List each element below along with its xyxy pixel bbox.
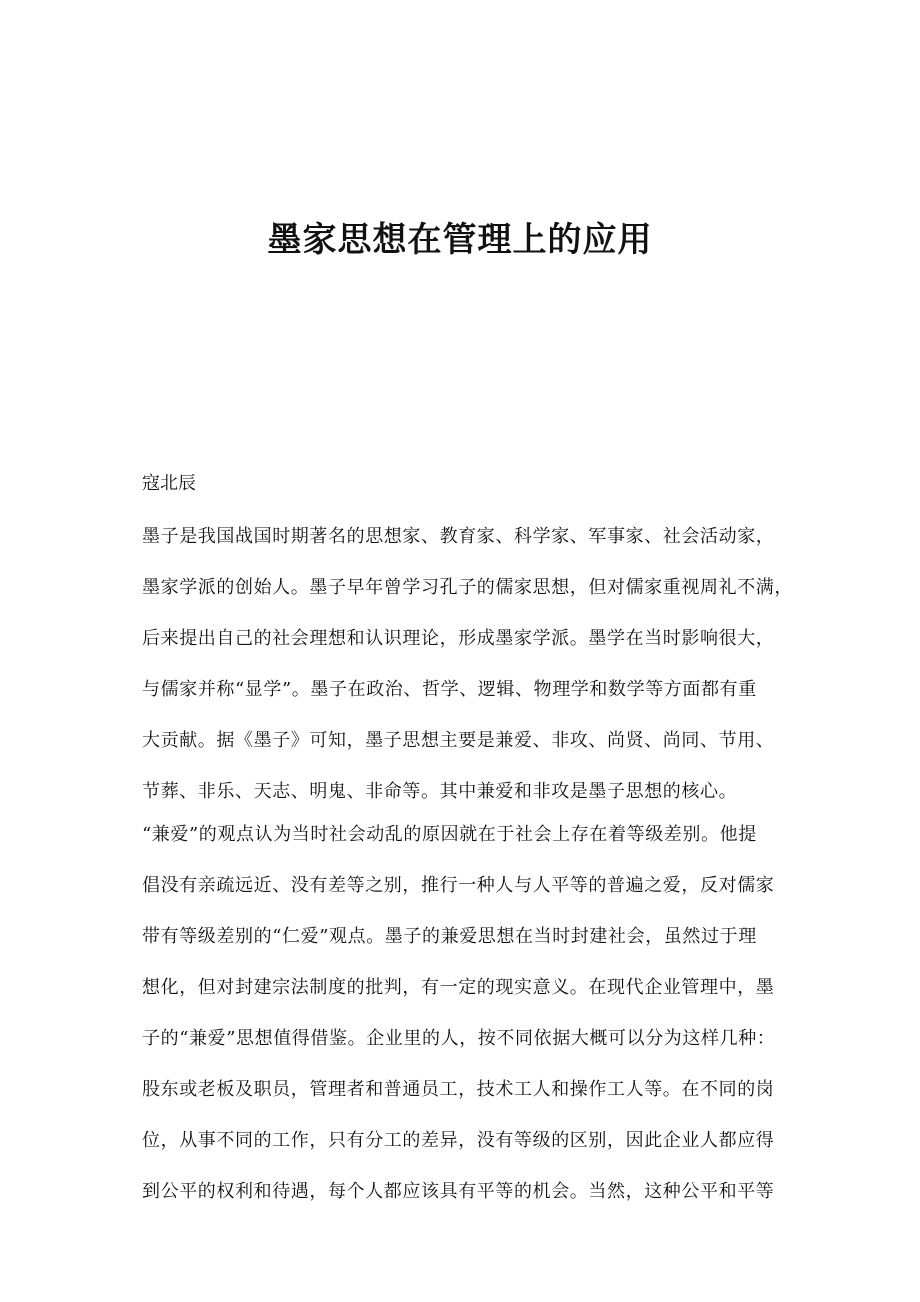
paragraph-1 (142, 522, 793, 828)
text-line: 股东或老板及职员，管理者和普通员工，技术工人和操作工人等。在不同的岗 (142, 1079, 775, 1100)
text-line: 与儒家并称“显学”。墨子在政治、哲学、逻辑、物理学和数学等方面都有重 (142, 679, 757, 700)
paragraph-2 (142, 820, 782, 1228)
text-line: 倡没有亲疏远近、没有差等之别，推行一种人与人平等的普遍之爱，反对儒家 (142, 875, 775, 896)
text-line: 墨家学派的创始人。墨子早年曾学习孔子的儒家思想，但对儒家重视周礼不满， (142, 577, 793, 598)
text-line: 后来提出自己的社会理想和认识理论，形成墨家学派。墨学在当时影响很大， (142, 628, 775, 649)
text-line: 大贡献。据《墨子》可知，墨子思想主要是兼爱、非攻、尚贤、尚同、节用、 (142, 730, 775, 751)
text-line: 到公平的权利和待遇，每个人都应该具有平等的机会。当然，这种公平和平等 (142, 1181, 775, 1202)
text-line: 位，从事不同的工作，只有分工的差异，没有等级的区别，因此企业人都应得 (142, 1130, 775, 1151)
text-line: 墨子是我国战国时期著名的思想家、教育家、科学家、军事家、社会活动家， (142, 526, 775, 547)
text-line: 节葬、非乐、天志、明鬼、非命等。其中兼爱和非攻是墨子思想的核心。 (142, 781, 738, 802)
text-line: 子的“兼爱”思想值得借鉴。企业里的人，按不同依据大概可以分为这样几种： (142, 1028, 776, 1049)
document-title: 墨家思想在管理上的应用 (267, 220, 653, 260)
author-name: 寇北辰 (142, 473, 196, 494)
text-line: 想化，但对封建宗法制度的批判，有一定的现实意义。在现代企业管理中，墨 (142, 977, 775, 998)
text-line: 带有等级差别的“仁爱”观点。墨子的兼爱思想在当时封建社会，虽然过于理 (142, 926, 757, 947)
text-line: “兼爱”的观点认为当时社会动乱的原因就在于社会上存在着等级差别。他提 (142, 824, 757, 845)
